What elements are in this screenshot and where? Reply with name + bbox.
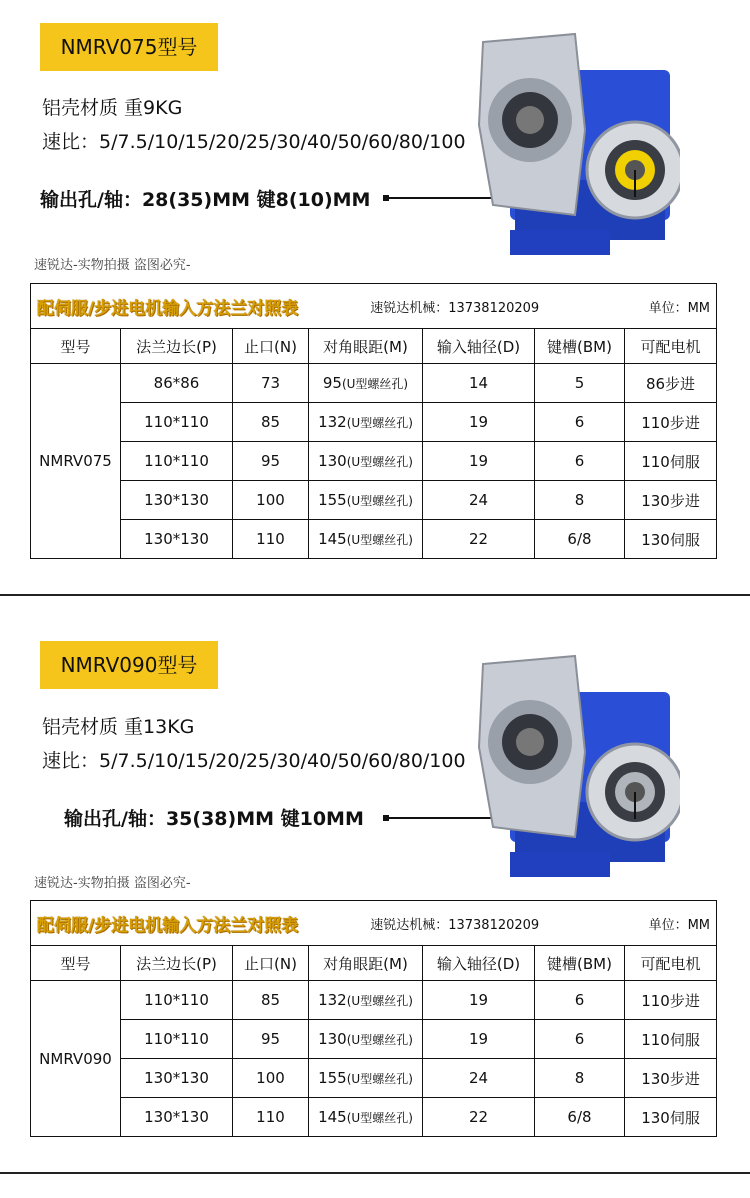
table-unit: 单位：MM	[648, 300, 711, 316]
motor-cell: 110步进	[625, 403, 717, 442]
hole-cell	[309, 481, 423, 520]
header-hole-distance: 对角眼距(M)	[309, 946, 423, 981]
shaft-cell: 19	[423, 403, 535, 442]
keyway-cell: 6	[535, 1020, 625, 1059]
header-flange: 法兰边长(P)	[121, 329, 233, 364]
hole-note: (U型螺丝孔)	[346, 994, 413, 1008]
header-model: 型号	[31, 329, 121, 364]
table-header-row	[31, 329, 717, 364]
header-model: 型号	[31, 946, 121, 981]
hole-note: (U型螺丝孔)	[346, 455, 413, 469]
flange-cell: 130*130	[121, 520, 233, 559]
table-row	[31, 1020, 717, 1059]
shaft-cell: 22	[423, 1098, 535, 1137]
hole-cell	[309, 1098, 423, 1137]
keyway-cell: 6	[535, 981, 625, 1020]
output-shaft-text: 输出孔/轴：35(38)MM 键10MM	[64, 808, 364, 830]
motor-cell: 110伺服	[625, 442, 717, 481]
hole-value: 130	[318, 452, 347, 470]
motor-cell: 130步进	[625, 481, 717, 520]
hole-value: 155	[318, 1069, 347, 1087]
model-badge: NMRV075型号	[40, 23, 218, 71]
header-hole-distance: 对角眼距(M)	[309, 329, 423, 364]
keyway-cell: 8	[535, 1059, 625, 1098]
hole-cell	[309, 1020, 423, 1059]
keyway-cell: 6	[535, 403, 625, 442]
hole-note: (U型螺丝孔)	[346, 1072, 413, 1086]
photo-note: 速锐达-实物拍摄 盗图必究-	[34, 876, 191, 891]
table-title: 配伺服/步进电机输入方法兰对照表	[37, 298, 299, 319]
motor-cell: 130步进	[625, 1059, 717, 1098]
table-row	[31, 520, 717, 559]
spigot-cell: 85	[233, 981, 309, 1020]
motor-cell: 86步进	[625, 364, 717, 403]
hole-cell	[309, 520, 423, 559]
hole-cell	[309, 442, 423, 481]
motor-cell: 130伺服	[625, 520, 717, 559]
gearbox-image	[475, 652, 680, 882]
header-spigot: 止口(N)	[233, 329, 309, 364]
shaft-cell: 19	[423, 1020, 535, 1059]
hole-note: (U型螺丝孔)	[341, 377, 409, 391]
hole-note: (U型螺丝孔)	[346, 1033, 413, 1047]
spigot-cell: 110	[233, 520, 309, 559]
flange-table	[30, 900, 717, 1137]
header-flange: 法兰边长(P)	[121, 946, 233, 981]
hole-cell	[309, 1059, 423, 1098]
hole-value: 130	[318, 1030, 347, 1048]
flange-cell: 130*130	[121, 1059, 233, 1098]
table-row	[31, 1098, 717, 1137]
hole-cell	[309, 403, 423, 442]
hole-note: (U型螺丝孔)	[346, 1111, 413, 1125]
table-row	[31, 481, 717, 520]
shaft-cell: 24	[423, 481, 535, 520]
spigot-cell: 110	[233, 1098, 309, 1137]
flange-cell: 110*110	[121, 403, 233, 442]
hole-value: 155	[318, 491, 347, 509]
output-shaft-text: 输出孔/轴：28(35)MM 键8(10)MM	[40, 189, 371, 211]
section-divider	[0, 1172, 750, 1174]
flange-table	[30, 283, 717, 559]
table-contact: 速锐达机械：13738120209	[370, 917, 540, 933]
shaft-cell: 19	[423, 981, 535, 1020]
motor-cell: 110伺服	[625, 1020, 717, 1059]
hole-value: 132	[318, 991, 347, 1009]
flange-cell: 110*110	[121, 981, 233, 1020]
flange-cell: 130*130	[121, 1098, 233, 1137]
shaft-cell: 19	[423, 442, 535, 481]
table-header-row	[31, 946, 717, 981]
hole-cell	[309, 364, 423, 403]
header-keyway: 键槽(BM)	[535, 946, 625, 981]
material-weight-text: 铝壳材质 重13KG	[42, 716, 195, 738]
table-contact: 速锐达机械：13738120209	[370, 300, 540, 316]
keyway-cell: 6	[535, 442, 625, 481]
header-motor: 可配电机	[625, 946, 717, 981]
shaft-cell: 24	[423, 1059, 535, 1098]
material-weight-text: 铝壳材质 重9KG	[42, 97, 183, 119]
hole-note: (U型螺丝孔)	[346, 533, 413, 547]
spigot-cell: 100	[233, 1059, 309, 1098]
photo-note: 速锐达-实物拍摄 盗图必究-	[34, 258, 191, 273]
table-row	[31, 364, 717, 403]
hole-cell	[309, 981, 423, 1020]
header-shaft: 输入轴径(D)	[423, 946, 535, 981]
model-cell: NMRV090	[31, 981, 121, 1137]
table-row	[31, 1059, 717, 1098]
table-title: 配伺服/步进电机输入方法兰对照表	[37, 915, 299, 936]
product-section-nmrv090	[0, 597, 750, 1172]
motor-cell: 130伺服	[625, 1098, 717, 1137]
shaft-cell: 14	[423, 364, 535, 403]
table-unit: 单位：MM	[648, 917, 711, 933]
keyway-cell: 8	[535, 481, 625, 520]
hole-value: 145	[318, 1108, 347, 1126]
flange-cell: 110*110	[121, 1020, 233, 1059]
flange-cell: 86*86	[121, 364, 233, 403]
hole-value: 95	[322, 374, 342, 392]
spigot-cell: 85	[233, 403, 309, 442]
table-row	[31, 403, 717, 442]
gearbox-image	[475, 30, 680, 260]
table-row	[31, 442, 717, 481]
flange-cell: 130*130	[121, 481, 233, 520]
keyway-cell: 6/8	[535, 1098, 625, 1137]
model-cell: NMRV075	[31, 364, 121, 559]
header-motor: 可配电机	[625, 329, 717, 364]
keyway-cell: 6/8	[535, 520, 625, 559]
hole-value: 145	[318, 530, 347, 548]
ratio-text: 速比：5/7.5/10/15/20/25/30/40/50/60/80/100	[42, 750, 466, 772]
hole-note: (U型螺丝孔)	[346, 494, 413, 508]
ratio-text: 速比：5/7.5/10/15/20/25/30/40/50/60/80/100	[42, 131, 466, 153]
section-divider	[0, 594, 750, 596]
spigot-cell: 95	[233, 1020, 309, 1059]
flange-cell: 110*110	[121, 442, 233, 481]
spigot-cell: 100	[233, 481, 309, 520]
model-badge: NMRV090型号	[40, 641, 218, 689]
header-spigot: 止口(N)	[233, 946, 309, 981]
motor-cell: 110步进	[625, 981, 717, 1020]
table-row	[31, 981, 717, 1020]
product-section-nmrv075	[0, 0, 750, 595]
header-shaft: 输入轴径(D)	[423, 329, 535, 364]
header-keyway: 键槽(BM)	[535, 329, 625, 364]
hole-note: (U型螺丝孔)	[346, 416, 413, 430]
shaft-cell: 22	[423, 520, 535, 559]
spigot-cell: 73	[233, 364, 309, 403]
hole-value: 132	[318, 413, 347, 431]
spigot-cell: 95	[233, 442, 309, 481]
keyway-cell: 5	[535, 364, 625, 403]
